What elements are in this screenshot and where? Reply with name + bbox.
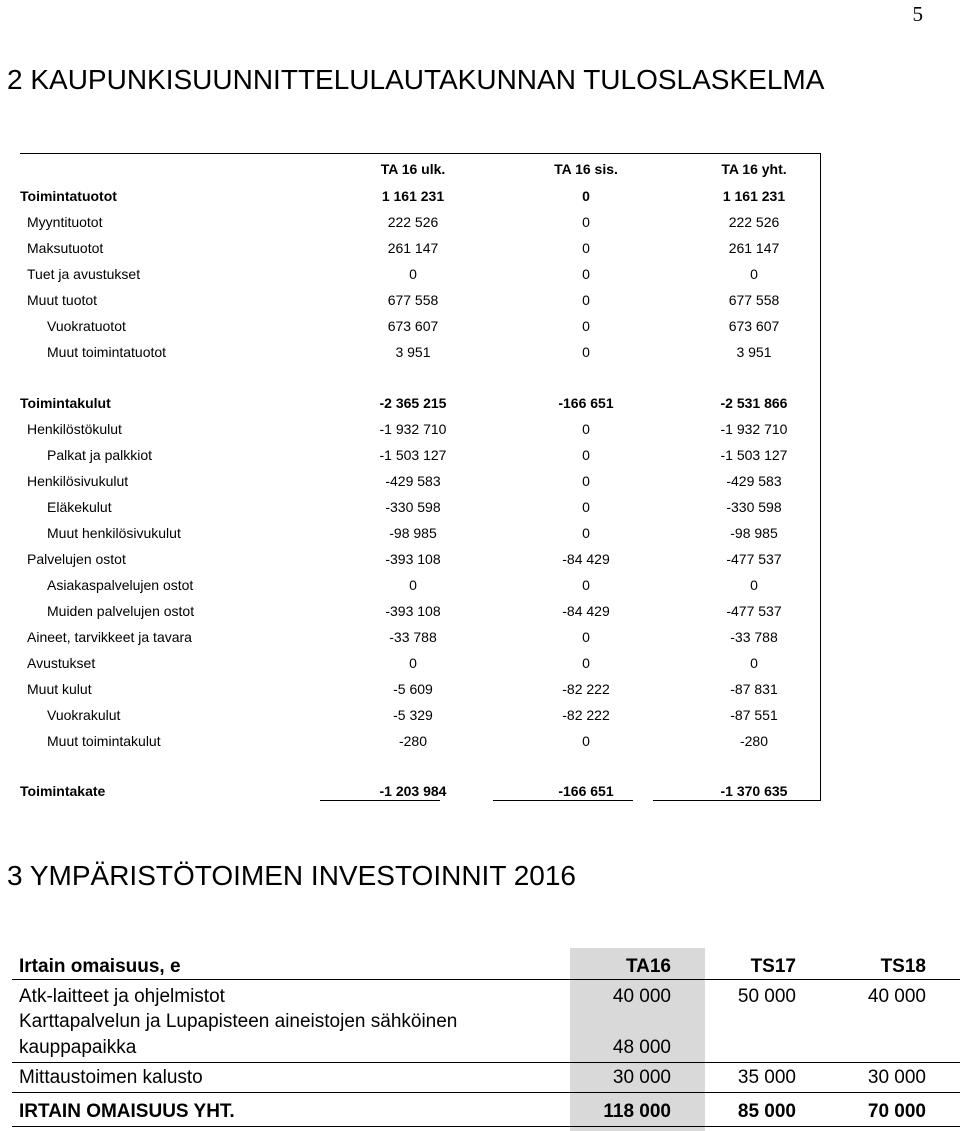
row-label: Toimintakate <box>20 783 106 799</box>
table-row <box>20 342 821 362</box>
cell-value: 1 161 231 <box>381 188 445 204</box>
cell-value: 677 558 <box>728 292 780 308</box>
row-label: Henkilöstökulut <box>27 421 122 437</box>
cell-value: 0 <box>582 240 590 256</box>
cell-value: 40 000 <box>867 986 926 1007</box>
column-header: TA16 <box>625 956 671 977</box>
cell-value: -166 651 <box>558 783 614 799</box>
cell-value: 0 <box>582 344 590 360</box>
investments-table <box>0 948 960 1131</box>
cell-value: 3 951 <box>736 344 772 360</box>
divider <box>12 1126 960 1127</box>
row-label: IRTAIN OMAISUUS YHT. <box>19 1101 235 1122</box>
row-label: Palkat ja palkkiot <box>47 447 153 463</box>
cell-value: 261 147 <box>728 240 780 256</box>
cell-value: 0 <box>582 214 590 230</box>
column-header: TA 16 yht. <box>721 161 787 177</box>
row-label: Toimintatuotot <box>20 188 117 204</box>
table-row <box>20 627 821 647</box>
cell-value: -1 203 984 <box>379 783 447 799</box>
cell-value: -280 <box>398 733 428 749</box>
column-header: TS18 <box>880 956 926 977</box>
cell-value: 673 607 <box>728 318 780 334</box>
cell-value: 673 607 <box>387 318 439 334</box>
cell-value: -477 537 <box>726 551 782 567</box>
cell-value: -82 222 <box>562 707 610 723</box>
row-label: Muut tuotot <box>27 292 98 308</box>
cell-value: 0 <box>750 655 758 671</box>
table-row <box>20 212 821 232</box>
table-row <box>20 497 821 517</box>
cell-value: 0 <box>582 421 590 437</box>
row-label: Mittaustoimen kalusto <box>19 1067 203 1088</box>
cell-value: 85 000 <box>737 1101 796 1122</box>
cell-value: -1 503 127 <box>720 447 788 463</box>
table-row <box>20 471 821 491</box>
table-row <box>20 653 821 673</box>
cell-value: -429 583 <box>385 473 441 489</box>
cell-value: -84 429 <box>562 551 610 567</box>
section-2-title: 2 KAUPUNKISUUNNITTELULAUTAKUNNAN TULOSLASKELMA <box>7 64 825 95</box>
row-label: Myyntituotot <box>27 214 103 230</box>
total-row <box>20 781 821 801</box>
cell-value: 0 <box>582 733 590 749</box>
row-label: Eläkekulut <box>47 499 112 515</box>
divider <box>12 1092 960 1093</box>
cell-value: -166 651 <box>558 395 614 411</box>
cell-value: 222 526 <box>387 214 439 230</box>
page-number: 5 <box>912 2 923 26</box>
row-label: Muut toimintakulut <box>47 733 161 749</box>
section-3-title: 3 YMPÄRISTÖTOIMEN INVESTOINNIT 2016 <box>7 860 576 891</box>
cell-value: -5 329 <box>393 707 433 723</box>
cell-value: 0 <box>582 577 590 593</box>
table-row <box>20 549 821 569</box>
divider <box>12 1062 960 1063</box>
row-label: Henkilösivukulut <box>27 473 129 489</box>
cell-value: -429 583 <box>726 473 782 489</box>
cell-value: -98 985 <box>389 525 437 541</box>
cell-value: 0 <box>582 292 590 308</box>
cell-value: 0 <box>582 188 590 204</box>
table-row <box>20 731 821 751</box>
cell-value: -87 551 <box>730 707 778 723</box>
cell-value: -33 788 <box>389 629 437 645</box>
cell-value: 3 951 <box>395 344 431 360</box>
cell-value: 0 <box>750 266 758 282</box>
cell-value: -5 609 <box>393 681 433 697</box>
table-row <box>20 186 821 206</box>
table-row <box>20 445 821 465</box>
cell-value: 0 <box>582 473 590 489</box>
cell-value: -1 503 127 <box>379 447 447 463</box>
row-label: Asiakaspalvelujen ostot <box>47 577 194 593</box>
cell-value: 70 000 <box>867 1101 926 1122</box>
cell-value: 50 000 <box>737 986 796 1007</box>
cell-value: 40 000 <box>612 986 671 1007</box>
cell-value: 0 <box>409 266 417 282</box>
cell-value: 0 <box>409 577 417 593</box>
row-label: Vuokrakulut <box>47 707 121 723</box>
cell-value: 30 000 <box>867 1067 926 1088</box>
cell-value: -1 932 710 <box>720 421 788 437</box>
cell-value: -1 370 635 <box>720 783 788 799</box>
column-header: TS17 <box>750 956 796 977</box>
cell-value: -280 <box>739 733 769 749</box>
income-header-row <box>20 159 820 179</box>
row-label: Muut toimintatuotot <box>47 344 167 360</box>
row-label: Muut kulut <box>27 681 92 697</box>
row-label: Vuokratuotot <box>47 318 126 334</box>
cell-value: -1 932 710 <box>379 421 447 437</box>
cell-value: -330 598 <box>726 499 782 515</box>
column-header: TA 16 sis. <box>554 161 618 177</box>
row-label: Muut henkilösivukulut <box>47 525 181 541</box>
cell-value: -2 365 215 <box>379 395 447 411</box>
row-label: Atk-laitteet ja ohjelmistot <box>19 986 225 1007</box>
table-row <box>20 290 821 310</box>
cell-value: -2 531 866 <box>720 395 788 411</box>
cell-value: 48 000 <box>612 1037 671 1058</box>
cell-value: 0 <box>582 318 590 334</box>
cell-value: 677 558 <box>387 292 439 308</box>
row-label: Maksutuotot <box>27 240 104 256</box>
cell-value: 0 <box>582 266 590 282</box>
table-row <box>20 705 821 725</box>
cell-value: -393 108 <box>385 551 441 567</box>
cell-value: 222 526 <box>728 214 780 230</box>
cell-value: 30 000 <box>612 1067 671 1088</box>
cell-value: -393 108 <box>385 603 441 619</box>
cell-value: 0 <box>582 499 590 515</box>
table-row <box>20 523 821 543</box>
cell-value: 118 000 <box>603 1101 671 1122</box>
row-label: Tuet ja avustukset <box>27 266 141 282</box>
cell-value: 0 <box>750 577 758 593</box>
row-label: Palvelujen ostot <box>27 551 126 567</box>
cell-value: 0 <box>409 655 417 671</box>
cell-value: -87 831 <box>730 681 778 697</box>
row-label: Muiden palvelujen ostot <box>47 603 195 619</box>
table-row <box>20 316 821 336</box>
divider <box>12 979 960 980</box>
cell-value: 0 <box>582 655 590 671</box>
cell-value: -98 985 <box>730 525 778 541</box>
table-row <box>20 601 821 621</box>
table-row <box>20 679 821 699</box>
table-row <box>20 238 821 258</box>
row-label: Avustukset <box>27 655 96 671</box>
column-header: Irtain omaisuus, e <box>19 956 181 977</box>
column-header: TA 16 ulk. <box>380 161 446 177</box>
row-label-line1: Karttapalvelun ja Lupapisteen aineistojen sähköinen <box>19 1011 458 1032</box>
cell-value: -82 222 <box>562 681 610 697</box>
cell-value: -84 429 <box>562 603 610 619</box>
cell-value: 0 <box>582 525 590 541</box>
total-underline <box>653 800 821 801</box>
row-label: Toimintakulut <box>20 395 111 411</box>
cell-value: -33 788 <box>730 629 778 645</box>
table-row <box>20 393 821 413</box>
cell-value: 0 <box>582 447 590 463</box>
row-label-line2: kauppapaikka <box>19 1037 137 1058</box>
table-row <box>20 264 821 284</box>
table-row <box>20 575 821 595</box>
cell-value: -330 598 <box>385 499 441 515</box>
cell-value: 0 <box>582 629 590 645</box>
cell-value: 261 147 <box>387 240 439 256</box>
row-label: Aineet, tarvikkeet ja tavara <box>27 629 192 645</box>
cell-value: -477 537 <box>726 603 782 619</box>
cell-value: 35 000 <box>737 1067 796 1088</box>
total-underline <box>320 800 440 801</box>
total-underline <box>493 800 633 801</box>
table-row <box>20 419 821 439</box>
cell-value: 1 161 231 <box>722 188 786 204</box>
